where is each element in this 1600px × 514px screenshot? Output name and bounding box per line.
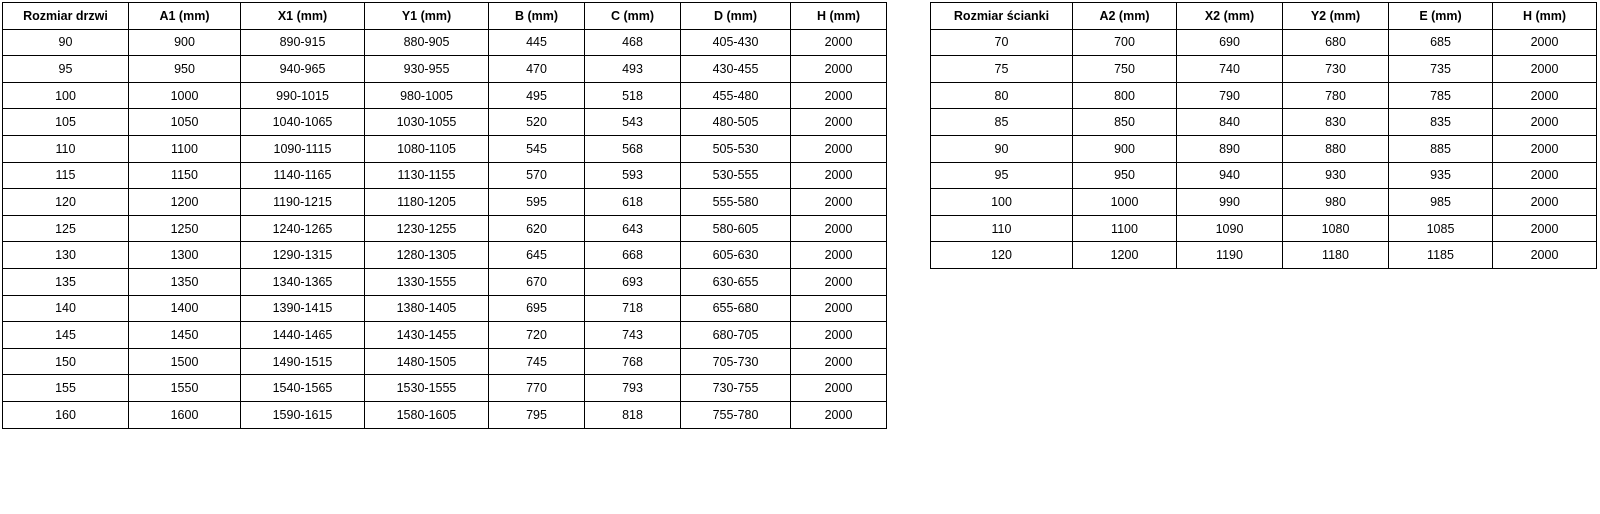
doors-cell: 1200 [129,189,241,216]
walls-cell: 110 [931,215,1073,242]
walls-cell: 80 [931,82,1073,109]
doors-cell: 1580-1605 [365,401,489,428]
doors-cell: 518 [585,82,681,109]
doors-cell: 720 [489,322,585,349]
doors-cell: 545 [489,135,585,162]
doors-cell: 593 [585,162,681,189]
doors-cell: 670 [489,268,585,295]
walls-cell: 780 [1283,82,1389,109]
doors-cell: 605-630 [681,242,791,269]
doors-cell: 1400 [129,295,241,322]
doors-cell: 2000 [791,348,887,375]
doors-column-header: D (mm) [681,3,791,30]
doors-cell: 120 [3,189,129,216]
walls-cell: 120 [931,242,1073,269]
doors-cell: 2000 [791,56,887,83]
doors-cell: 950 [129,56,241,83]
doors-cell: 468 [585,29,681,56]
doors-cell: 1430-1455 [365,322,489,349]
doors-cell: 530-555 [681,162,791,189]
doors-column-header: B (mm) [489,3,585,30]
doors-cell: 890-915 [241,29,365,56]
doors-cell: 2000 [791,322,887,349]
walls-cell: 2000 [1493,56,1597,83]
doors-cell: 793 [585,375,681,402]
doors-cell: 1450 [129,322,241,349]
doors-cell: 1390-1415 [241,295,365,322]
doors-cell: 555-580 [681,189,791,216]
walls-cell: 950 [1073,162,1177,189]
doors-cell: 568 [585,135,681,162]
doors-cell: 1040-1065 [241,109,365,136]
walls-cell: 835 [1389,109,1493,136]
table-row [931,109,1597,136]
doors-cell: 470 [489,56,585,83]
doors-cell: 990-1015 [241,82,365,109]
walls-cell: 985 [1389,189,1493,216]
doors-cell: 2000 [791,109,887,136]
walls-cell: 2000 [1493,242,1597,269]
doors-cell: 2000 [791,268,887,295]
doors-column-header: C (mm) [585,3,681,30]
table-row [3,135,887,162]
table-row [3,56,887,83]
walls-cell: 1100 [1073,215,1177,242]
doors-table-head [3,3,887,30]
doors-cell: 1540-1565 [241,375,365,402]
doors-cell: 1080-1105 [365,135,489,162]
doors-column-header: Y1 (mm) [365,3,489,30]
doors-cell: 1000 [129,82,241,109]
doors-cell: 495 [489,82,585,109]
walls-cell: 830 [1283,109,1389,136]
doors-table-body [3,29,887,428]
doors-cell: 150 [3,348,129,375]
doors-cell: 1090-1115 [241,135,365,162]
doors-cell: 1330-1555 [365,268,489,295]
doors-cell: 743 [585,322,681,349]
walls-cell: 740 [1177,56,1283,83]
doors-cell: 155 [3,375,129,402]
walls-cell: 980 [1283,189,1389,216]
table-row [3,375,887,402]
table-row [3,295,887,322]
doors-cell: 1440-1465 [241,322,365,349]
walls-cell: 935 [1389,162,1493,189]
walls-cell: 990 [1177,189,1283,216]
doors-column-header: X1 (mm) [241,3,365,30]
doors-cell: 2000 [791,375,887,402]
table-row [3,401,887,428]
walls-cell: 1185 [1389,242,1493,269]
table-row [3,29,887,56]
doors-cell: 1530-1555 [365,375,489,402]
walls-cell: 2000 [1493,162,1597,189]
doors-cell: 680-705 [681,322,791,349]
walls-header-row [931,3,1597,30]
walls-cell: 730 [1283,56,1389,83]
doors-cell: 645 [489,242,585,269]
walls-cell: 2000 [1493,82,1597,109]
doors-cell: 493 [585,56,681,83]
doors-cell: 1190-1215 [241,189,365,216]
doors-cell: 125 [3,215,129,242]
walls-cell: 1080 [1283,215,1389,242]
doors-cell: 1030-1055 [365,109,489,136]
walls-cell: 70 [931,29,1073,56]
table-row [3,348,887,375]
doors-cell: 1290-1315 [241,242,365,269]
walls-cell: 930 [1283,162,1389,189]
doors-cell: 2000 [791,162,887,189]
doors-cell: 795 [489,401,585,428]
walls-cell: 690 [1177,29,1283,56]
doors-cell: 543 [585,109,681,136]
doors-cell: 1180-1205 [365,189,489,216]
doors-cell: 1100 [129,135,241,162]
doors-cell: 455-480 [681,82,791,109]
table-row [931,189,1597,216]
doors-cell: 705-730 [681,348,791,375]
doors-column-header: H (mm) [791,3,887,30]
doors-cell: 730-755 [681,375,791,402]
walls-cell: 90 [931,135,1073,162]
walls-table-head [931,3,1597,30]
walls-cell: 700 [1073,29,1177,56]
table-row [3,162,887,189]
doors-cell: 480-505 [681,109,791,136]
doors-cell: 1240-1265 [241,215,365,242]
walls-cell: 850 [1073,109,1177,136]
doors-cell: 105 [3,109,129,136]
doors-cell: 718 [585,295,681,322]
walls-cell: 900 [1073,135,1177,162]
doors-cell: 445 [489,29,585,56]
doors-cell: 1050 [129,109,241,136]
walls-cell: 2000 [1493,109,1597,136]
table-row [931,82,1597,109]
doors-cell: 2000 [791,215,887,242]
doors-cell: 770 [489,375,585,402]
walls-cell: 885 [1389,135,1493,162]
walls-dimensions-table [930,2,1597,269]
doors-cell: 2000 [791,401,887,428]
walls-column-header: Y2 (mm) [1283,3,1389,30]
doors-cell: 1480-1505 [365,348,489,375]
walls-table-body [931,29,1597,268]
doors-column-header: A1 (mm) [129,3,241,30]
doors-cell: 1600 [129,401,241,428]
table-row [931,162,1597,189]
doors-cell: 115 [3,162,129,189]
doors-cell: 643 [585,215,681,242]
walls-cell: 790 [1177,82,1283,109]
walls-cell: 1190 [1177,242,1283,269]
doors-cell: 90 [3,29,129,56]
table-row [3,109,887,136]
doors-cell: 1300 [129,242,241,269]
doors-cell: 2000 [791,295,887,322]
walls-cell: 685 [1389,29,1493,56]
table-row [931,135,1597,162]
walls-column-header: X2 (mm) [1177,3,1283,30]
walls-cell: 1085 [1389,215,1493,242]
walls-cell: 1000 [1073,189,1177,216]
walls-cell: 1180 [1283,242,1389,269]
walls-cell: 735 [1389,56,1493,83]
doors-cell: 630-655 [681,268,791,295]
walls-cell: 940 [1177,162,1283,189]
walls-column-header: E (mm) [1389,3,1493,30]
doors-cell: 1500 [129,348,241,375]
doors-cell: 580-605 [681,215,791,242]
doors-cell: 1250 [129,215,241,242]
doors-cell: 745 [489,348,585,375]
doors-cell: 2000 [791,82,887,109]
doors-cell: 135 [3,268,129,295]
doors-cell: 880-905 [365,29,489,56]
table-row [3,82,887,109]
walls-cell: 1090 [1177,215,1283,242]
walls-cell: 2000 [1493,189,1597,216]
doors-cell: 1150 [129,162,241,189]
walls-cell: 100 [931,189,1073,216]
table-row [3,242,887,269]
doors-cell: 1380-1405 [365,295,489,322]
doors-cell: 140 [3,295,129,322]
doors-cell: 100 [3,82,129,109]
table-row [3,268,887,295]
doors-cell: 940-965 [241,56,365,83]
doors-cell: 668 [585,242,681,269]
walls-cell: 85 [931,109,1073,136]
walls-cell: 1200 [1073,242,1177,269]
doors-cell: 520 [489,109,585,136]
doors-cell: 430-455 [681,56,791,83]
table-row [931,56,1597,83]
walls-cell: 750 [1073,56,1177,83]
doors-cell: 1140-1165 [241,162,365,189]
table-row [3,322,887,349]
doors-cell: 505-530 [681,135,791,162]
doors-dimensions-table [2,2,887,429]
walls-cell: 890 [1177,135,1283,162]
table-row [931,215,1597,242]
doors-header-row [3,3,887,30]
doors-cell: 1340-1365 [241,268,365,295]
doors-cell: 1490-1515 [241,348,365,375]
doors-cell: 1550 [129,375,241,402]
doors-cell: 1590-1615 [241,401,365,428]
doors-cell: 95 [3,56,129,83]
walls-cell: 800 [1073,82,1177,109]
doors-cell: 900 [129,29,241,56]
walls-column-header: A2 (mm) [1073,3,1177,30]
doors-cell: 1280-1305 [365,242,489,269]
doors-cell: 570 [489,162,585,189]
doors-cell: 145 [3,322,129,349]
doors-cell: 693 [585,268,681,295]
doors-cell: 818 [585,401,681,428]
doors-cell: 2000 [791,135,887,162]
walls-cell: 95 [931,162,1073,189]
table-row [931,242,1597,269]
doors-cell: 2000 [791,189,887,216]
doors-cell: 755-780 [681,401,791,428]
doors-cell: 160 [3,401,129,428]
doors-cell: 595 [489,189,585,216]
doors-column-header: Rozmiar drzwi [3,3,129,30]
doors-cell: 110 [3,135,129,162]
walls-column-header: Rozmiar ścianki [931,3,1073,30]
walls-cell: 680 [1283,29,1389,56]
table-row [3,215,887,242]
doors-cell: 405-430 [681,29,791,56]
doors-cell: 768 [585,348,681,375]
doors-cell: 695 [489,295,585,322]
doors-cell: 2000 [791,29,887,56]
doors-cell: 1350 [129,268,241,295]
walls-cell: 840 [1177,109,1283,136]
doors-cell: 930-955 [365,56,489,83]
doors-table-container [2,2,887,429]
walls-cell: 785 [1389,82,1493,109]
doors-cell: 2000 [791,242,887,269]
doors-cell: 618 [585,189,681,216]
table-row [931,29,1597,56]
doors-cell: 980-1005 [365,82,489,109]
doors-cell: 655-680 [681,295,791,322]
table-row [3,189,887,216]
doors-cell: 130 [3,242,129,269]
doors-cell: 1130-1155 [365,162,489,189]
walls-table-container [930,2,1597,269]
walls-cell: 880 [1283,135,1389,162]
walls-cell: 2000 [1493,29,1597,56]
walls-cell: 2000 [1493,215,1597,242]
walls-cell: 75 [931,56,1073,83]
doors-cell: 620 [489,215,585,242]
doors-cell: 1230-1255 [365,215,489,242]
walls-cell: 2000 [1493,135,1597,162]
walls-column-header: H (mm) [1493,3,1597,30]
